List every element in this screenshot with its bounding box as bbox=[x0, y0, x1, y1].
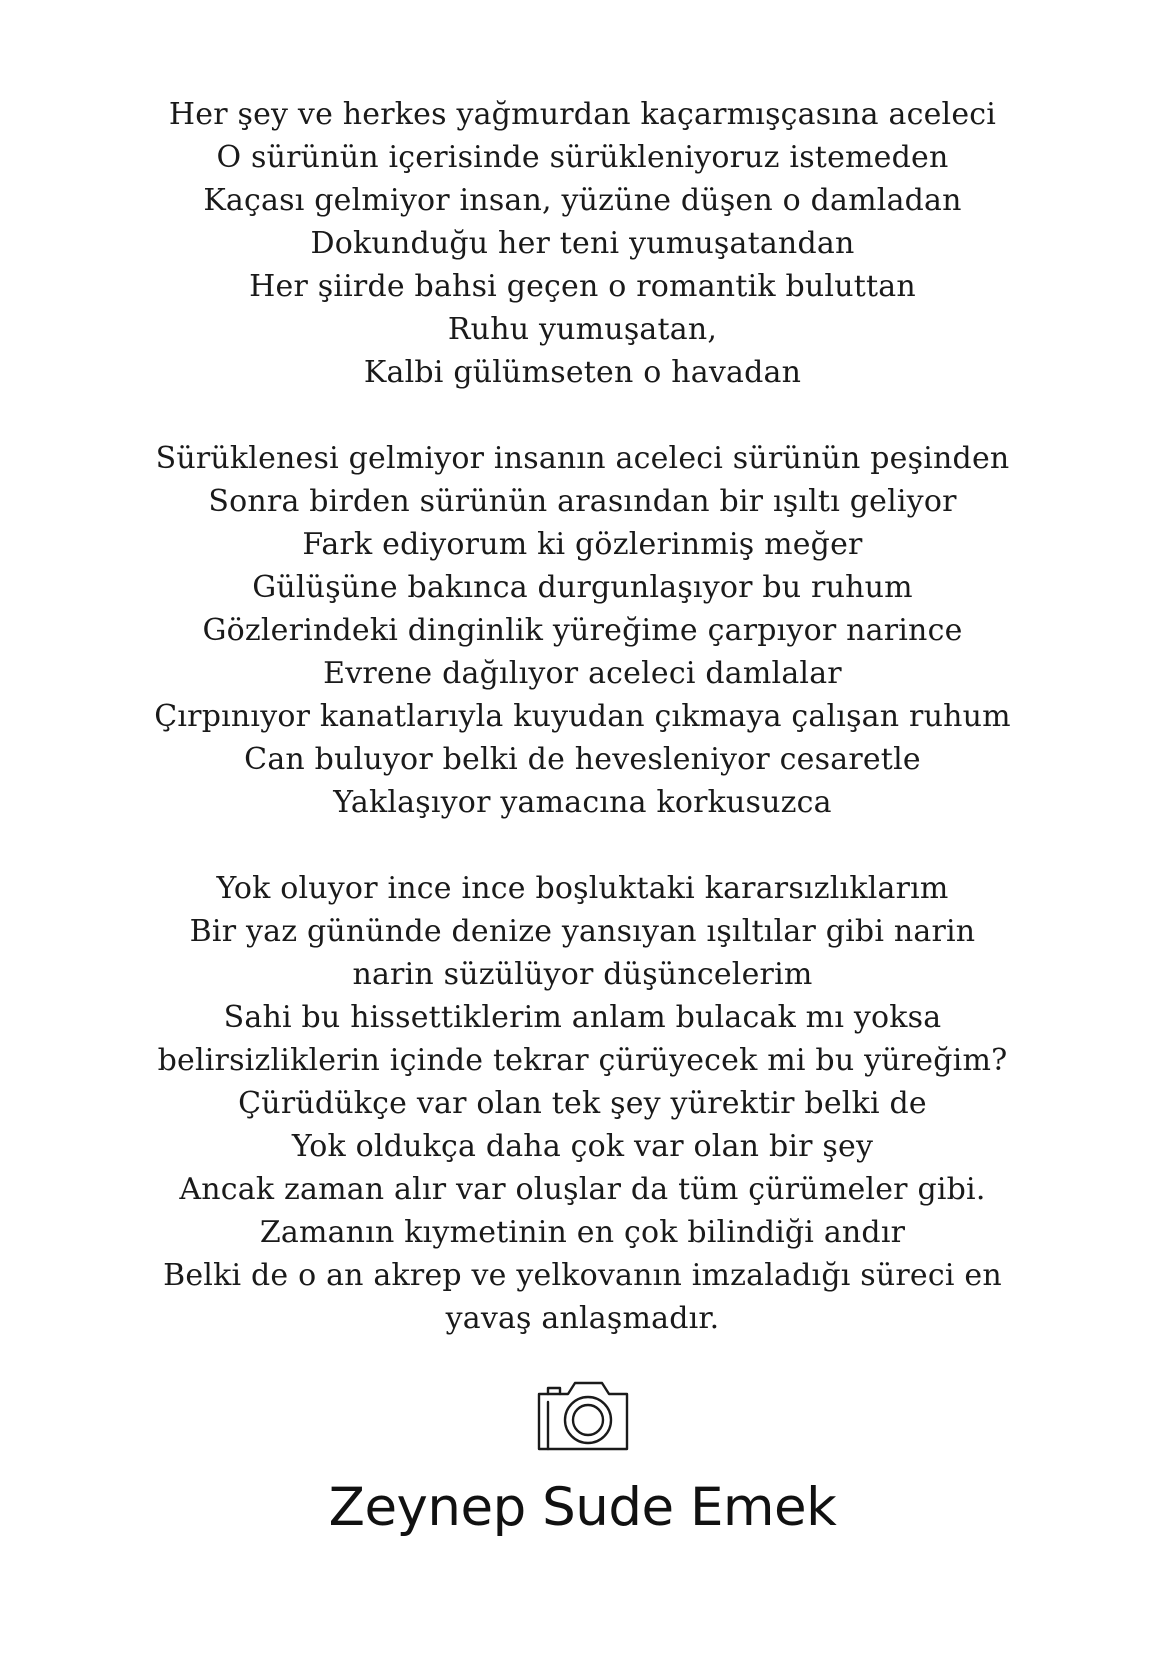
poem-line: Fark ediyorum ki gözlerinmiş meğer bbox=[302, 527, 863, 562]
poem-line: Ancak zaman alır var oluşlar da tüm çürümeler gibi. bbox=[179, 1172, 986, 1207]
poem-line: O sürünün içerisinde sürükleniyoruz istemeden bbox=[216, 140, 949, 175]
poem-line: narin süzülüyor düşüncelerim bbox=[352, 957, 813, 992]
poem-line: Çırpınıyor kanatlarıyla kuyudan çıkmaya çalışan ruhum bbox=[154, 699, 1011, 734]
poem-line: Kaçası gelmiyor insan, yüzüne düşen o damladan bbox=[203, 183, 962, 218]
poem-line: Gülüşüne bakınca durgunlaşıyor bu ruhum bbox=[252, 570, 913, 605]
poem-line: Bir yaz gününde denize yansıyan ışıltılar gibi narin bbox=[189, 914, 976, 949]
poem-line: Sahi bu hissettiklerim anlam bulacak mı yoksa bbox=[223, 1000, 942, 1035]
stanza-2 bbox=[0, 437, 1165, 824]
poem-line: Her şey ve herkes yağmurdan kaçarmışçasına aceleci bbox=[168, 97, 997, 132]
stanza-3 bbox=[0, 867, 1165, 1340]
poem-line: Yok oluyor ince ince boşluktaki kararsızlıklarım bbox=[216, 871, 949, 906]
poem-line: Ruhu yumuşatan, bbox=[447, 312, 718, 347]
poem-line: Çürüdükçe var olan tek şey yürektir belki de bbox=[238, 1086, 927, 1121]
poem-line: Kalbi gülümseten o havadan bbox=[363, 355, 802, 390]
poem-line: yavaş anlaşmadır. bbox=[445, 1301, 720, 1336]
poem-line: Yaklaşıyor yamacına korkusuzca bbox=[333, 785, 832, 820]
poem-line: Sonra birden sürünün arasından bir ışıltı geliyor bbox=[208, 484, 957, 519]
poem-line: Belki de o an akrep ve yelkovanın imzaladığı süreci en bbox=[163, 1258, 1002, 1293]
camera-icon bbox=[536, 1380, 630, 1452]
poem-line: Dokunduğu her teni yumuşatandan bbox=[310, 226, 855, 261]
poem-line: Sürüklenesi gelmiyor insanın aceleci sürünün peşinden bbox=[155, 441, 1010, 476]
stanza-1 bbox=[0, 93, 1165, 394]
poem-line: Gözlerindeki dinginlik yüreğime çarpıyor narince bbox=[202, 613, 963, 648]
poem-line: Can buluyor belki de hevesleniyor cesaretle bbox=[244, 742, 921, 777]
author-name: Zeynep Sude Emek bbox=[328, 1477, 837, 1538]
poem-line: Evrene dağılıyor aceleci damlalar bbox=[323, 656, 842, 691]
poem-line: Yok oldukça daha çok var olan bir şey bbox=[291, 1129, 874, 1164]
poem-line: Her şiirde bahsi geçen o romantik buluttan bbox=[249, 269, 916, 304]
poem-line: belirsizliklerin içinde tekrar çürüyecek mi bu yüreğim? bbox=[157, 1043, 1008, 1078]
poem-line: Zamanın kıymetinin en çok bilindiği andır bbox=[259, 1215, 906, 1250]
poem-body bbox=[0, 93, 1165, 1340]
